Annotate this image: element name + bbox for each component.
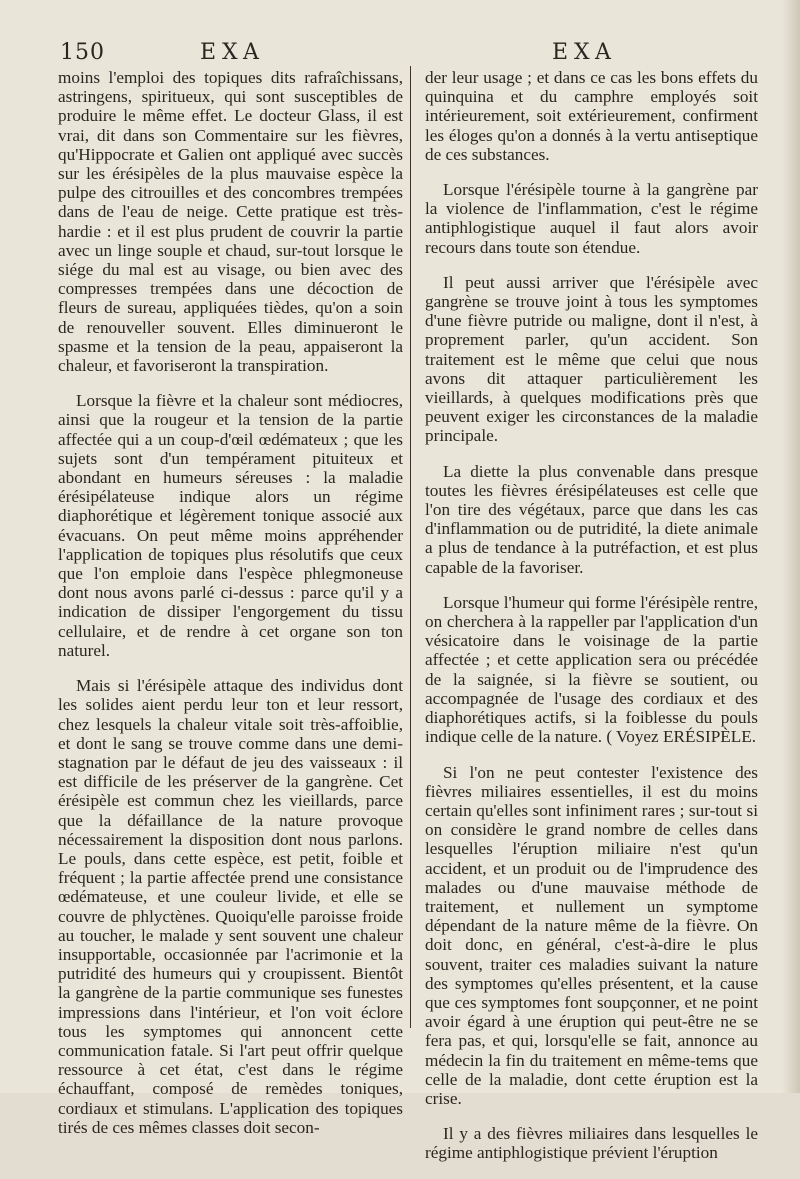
paragraph: Il peut aussi arriver que l'érésipèle avec gangrène se trouve joint à tous les symptomes d'une fièvre putride ou maligne, dont il n'est, à proprement parler, qu'un accident. Son traitement est le même que celui que nous avons dit attaquer particulièrement les vieillards, à quelques modifications près que peuvent exiger les circonstances de la maladie principale. — [425, 272, 758, 446]
column-divider — [410, 66, 411, 1028]
paragraph: Lorsque l'érésipèle tourne à la gangrène par la violence de l'inflammation, c'est le régime antiphlogistique auquel il faut alors avoir recours dans toute son étendue. — [425, 180, 758, 257]
page-number: 150 — [60, 40, 105, 65]
paragraph: Lorsque l'humeur qui forme l'érésipèle rentre, on cherchera à la rappeller par l'application d'un vésicatoire dans le voisinage de la partie affectée ; et cette application sera ou précédée de la saignée, si la fièvre se soutient, ou accompagnée de l'usage des cordiaux et des diaphorétiques actifs, si la foiblesse du pouls indique celle de la nature. ( Voyez ERÉSIPÈLE. — [425, 592, 758, 747]
right-running-head: EXA — [552, 40, 617, 65]
paragraph: moins l'emploi des topiques dits rafraîchissans, astringens, spiritueux, qui sont susceptibles de produire le même effet. Le docteur Glass, il est vrai, dit dans son Commentaire sur les fièvres, qu'Hippocrate et Galien ont appliqué avec succès sur les érésipèles de la plus mauvaise espèce la pulpe des citrouilles et des concombres trempées dans de l'eau de neige. Cette pratique est très-hardie : et il est plus prudent de couvrir la partie avec un linge souple et chaud, sur-tout lorsque le siége du mal est au visage, ou bien avec des compresses trempées dans une décoction de fleurs de sureau, appliquées tièdes, qu'on a soin de renouveller souvent. Elles diminueront le spasme et la tension de la peau, appaiseront la chaleur, et favoriseront la transpiration. — [58, 68, 403, 376]
left-running-head: EXA — [200, 40, 265, 65]
right-column — [425, 68, 758, 1179]
paragraph: der leur usage ; et dans ce cas les bons effets du quinquina et du camphre employés soit intérieurement, soit extérieurement, confirment les éloges qu'on a donnés à la vertu antiseptique de ces substances. — [425, 68, 758, 164]
paragraph: Il y a des fièvres miliaires dans lesquelles le régime antiphlogistique prévient l'éruption — [425, 1124, 758, 1163]
paragraph: Lorsque la fièvre et la chaleur sont médiocres, ainsi que la rougeur et la tension de la partie affectée qui a un coup-d'œil œdémateux ; que les sujets sont d'un tempérament pituiteux et abondant en humeurs séreuses : la maladie érésipélateuse indique alors un régime diaphorétique et légèrement tonique associé aux évacuans. On peut même moins appréhender l'application de topiques plus résolutifs que ceux que l'on emploie dans l'espèce phlegmoneuse dont nous avons parlé ci-dessus : parce qu'il y a indication de dissiper l'engorgement du tissu cellulaire, et de rendre à cet organe son ton naturel. — [58, 391, 403, 660]
paragraph: La diette la plus convenable dans presque toutes les fièvres érésipélateuses est celle que l'on tire des végétaux, parce que dans les cas d'inflammation ou de putridité, la diete animale a plus de tendance à la putréfaction, et est plus capable de la favoriser. — [425, 461, 758, 577]
paragraph: Mais si l'érésipèle attaque des individus dont les solides aient perdu leur ton et leur ressort, chez lesquels la chaleur vitale soit très-affoiblie, et dont le sang se trouve comme dans une demi-stagnation par le défaut de jeu des vaisseaux : il est difficile de les préserver de la gangrène. Cet érésipèle est commun chez les vieillards, parce que la défaillance de la nature provoque nécessairement la disposition dont nous parlons. Le pouls, dans cette espèce, est petit, foible et fréquent ; la partie affectée prend une consistance œdémateuse, et une couleur livide, et elle se couvre de phlyctènes. Quoiqu'elle paroisse froide au toucher, le malade y sent souvent une chaleur insupportable, occasionnée par l'acrimonie et la putridité des humeurs qui y croupissent. Bientôt la gangrène de la partie communique ses funestes impressions dans l'intérieur, et l'on voit éclore tous les symptomes qui annoncent cette communication fatale. Si l'art peut offrir quelque ressource à cet état, c'est dans le régime échauffant, composé de remèdes toniques, cordiaux et stimulans. L'application des topiques tirés de ces mêmes classes doit secon- — [58, 676, 403, 1137]
page-edge-shadow — [782, 0, 800, 1093]
left-column — [58, 68, 403, 1153]
paragraph: Si l'on ne peut contester l'existence des fièvres miliaires essentielles, il est du moins certain qu'elles sont infiniment rares ; sur-tout si on considère le grand nombre de celles dans lesquelles l'éruption miliaire n'est qu'un accident, et un produit ou de l'imprudence des malades ou d'une mauvaise méthode de traitement, et nullement un symptome dépendant de la nature même de la fièvre. On doit donc, en général, c'est-à-dire le plus souvent, traiter ces maladies suivant la nature des symptomes qu'elles présentent, et la cause que ces symptomes font soupçonner, et ne point avoir égard à une éruption qui peut-être ne se fera pas, et qui, lorsqu'elle se fait, annonce au médecin la fin du traitement en même-tems que celle de la maladie, dont cette éruption est la crise. — [425, 762, 758, 1108]
